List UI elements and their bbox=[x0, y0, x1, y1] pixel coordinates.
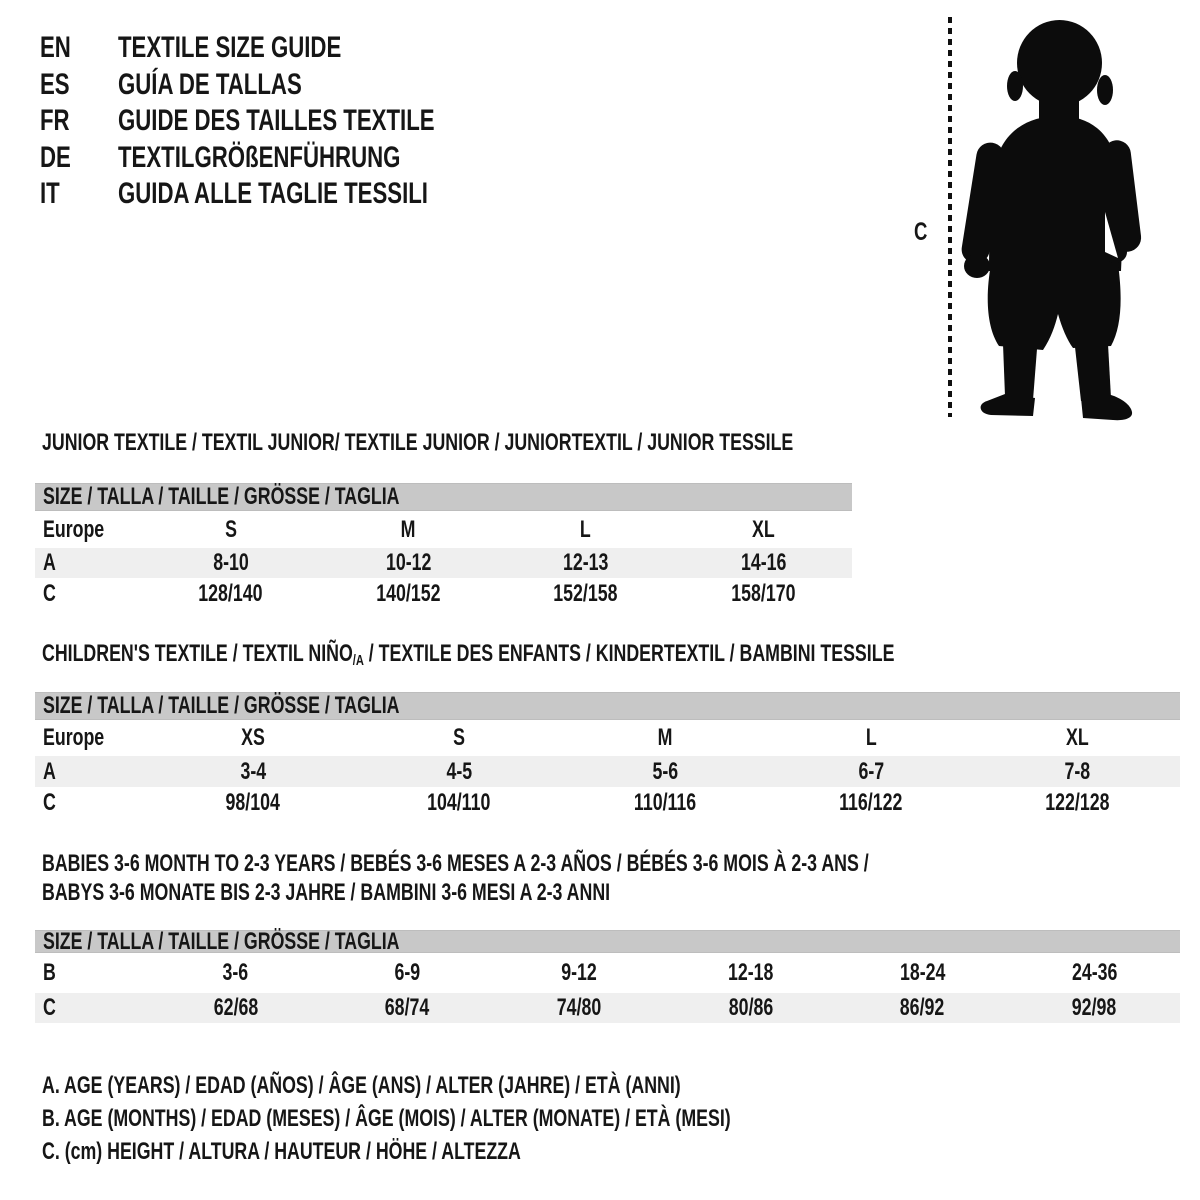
language-code: EN bbox=[40, 31, 71, 65]
size-cell: M bbox=[400, 515, 416, 543]
size-cell: S bbox=[453, 724, 465, 751]
size-header-bar bbox=[35, 927, 1180, 955]
size-cell: M bbox=[657, 724, 673, 751]
age-cell: 7-8 bbox=[1064, 757, 1090, 785]
age-cell: 6-9 bbox=[394, 959, 421, 986]
row-label: B bbox=[43, 959, 56, 986]
height-cell: 92/98 bbox=[1071, 994, 1117, 1021]
height-measure-label: C bbox=[914, 218, 928, 246]
table-row-age-months bbox=[35, 953, 1180, 993]
children-section-title: CHILDREN'S TEXTILE / TEXTIL NIÑO/A / TEXTILE DES ENFANTS / KINDERTEXTIL / BAMBINI TESSILE bbox=[42, 640, 895, 669]
nino-a-subscript: /A bbox=[352, 652, 364, 669]
age-cell: 4-5 bbox=[446, 757, 472, 785]
size-cell: L bbox=[865, 724, 877, 751]
height-cell: 152/158 bbox=[553, 579, 618, 607]
height-measure-dashed-line bbox=[948, 17, 952, 417]
toddler-silhouette-icon bbox=[955, 16, 1150, 422]
height-cell: 80/86 bbox=[728, 994, 774, 1021]
babies-size-table bbox=[35, 927, 1180, 1023]
height-cell: 86/92 bbox=[900, 994, 945, 1021]
age-cell: 12-18 bbox=[728, 959, 774, 986]
age-cell: 10-12 bbox=[385, 549, 431, 576]
size-header-bar bbox=[35, 692, 1180, 720]
language-row-de bbox=[40, 140, 546, 177]
height-cell: 98/104 bbox=[225, 788, 281, 816]
row-label: C bbox=[43, 579, 56, 607]
age-cell: 18-24 bbox=[899, 959, 946, 986]
guide-title-es: GUÍA DE TALLAS bbox=[118, 67, 302, 101]
row-label: A bbox=[43, 549, 56, 576]
language-code: FR bbox=[40, 104, 70, 138]
language-code: IT bbox=[40, 177, 60, 211]
size-header-label: SIZE / TALLA / TAILLE / GRÖSSE / TAGLIA bbox=[43, 483, 400, 510]
height-cell: 116/122 bbox=[839, 788, 903, 816]
babies-section-title-line1: BABIES 3-6 MONTH TO 2-3 YEARS / BEBÉS 3-6 MESES A 2-3 AÑOS / BÉBÉS 3-6 MOIS À 2-3 ANS / bbox=[42, 850, 869, 877]
table-row-europe bbox=[35, 511, 852, 548]
size-cell: L bbox=[580, 515, 592, 543]
table-row-europe bbox=[35, 720, 1180, 756]
table-row-height bbox=[35, 578, 852, 609]
size-header-bar bbox=[35, 483, 852, 511]
size-header-label: SIZE / TALLA / TAILLE / GRÖSSE / TAGLIA bbox=[43, 692, 400, 719]
guide-title-en: TEXTILE SIZE GUIDE bbox=[118, 31, 342, 65]
language-row-en bbox=[40, 30, 546, 67]
height-cell: 140/152 bbox=[376, 579, 441, 607]
children-size-table bbox=[35, 692, 1180, 818]
row-label: C bbox=[43, 994, 56, 1021]
size-cell: XL bbox=[1065, 724, 1089, 751]
language-code: DE bbox=[40, 140, 71, 174]
language-row-fr bbox=[40, 103, 546, 140]
language-row-it bbox=[40, 176, 546, 213]
size-cell: XL bbox=[751, 515, 775, 543]
table-row-height bbox=[35, 993, 1180, 1023]
language-code: ES bbox=[40, 67, 70, 101]
age-cell: 3-4 bbox=[240, 757, 266, 785]
height-cell: 74/80 bbox=[556, 994, 602, 1021]
age-cell: 12-13 bbox=[563, 549, 609, 576]
row-label: Europe bbox=[43, 724, 105, 751]
toddler-silhouette-svg bbox=[955, 16, 1150, 422]
height-cell: 158/170 bbox=[731, 579, 796, 607]
height-cell: 62/68 bbox=[213, 994, 259, 1021]
age-cell: 8-10 bbox=[212, 549, 249, 576]
abbreviation-legend bbox=[42, 1069, 973, 1169]
height-cell: 128/140 bbox=[198, 579, 263, 607]
junior-section-title: JUNIOR TEXTILE / TEXTIL JUNIOR/ TEXTILE JUNIOR / JUNIORTEXTIL / JUNIOR TESSILE bbox=[42, 429, 794, 456]
age-cell: 14-16 bbox=[740, 549, 786, 576]
junior-size-table bbox=[35, 483, 852, 609]
age-cell: 24-36 bbox=[1071, 959, 1117, 986]
height-cell: 104/110 bbox=[427, 788, 491, 816]
height-cell: 110/116 bbox=[633, 788, 697, 816]
age-cell: 3-6 bbox=[222, 959, 249, 986]
legend-line-c: C. (cm) HEIGHT / ALTURA / HAUTEUR / HÖHE / ALTEZZA bbox=[42, 1138, 521, 1166]
size-header-label: SIZE / TALLA / TAILLE / GRÖSSE / TAGLIA bbox=[43, 927, 400, 955]
guide-title-de: TEXTILGRÖßENFÜHRUNG bbox=[118, 140, 401, 174]
row-label: Europe bbox=[43, 515, 105, 543]
language-title-list bbox=[40, 30, 546, 213]
row-label: A bbox=[43, 757, 56, 785]
babies-section-title-line2: BABYS 3-6 MONATE BIS 2-3 JAHRE / BAMBINI 3-6 MESI A 2-3 ANNI bbox=[42, 879, 611, 906]
row-label: C bbox=[43, 788, 56, 816]
age-cell: 6-7 bbox=[858, 757, 884, 785]
table-row-height bbox=[35, 787, 1180, 818]
size-cell: S bbox=[224, 515, 237, 543]
height-cell: 122/128 bbox=[1044, 788, 1110, 816]
guide-title-fr: GUIDE DES TAILLES TEXTILE bbox=[118, 104, 435, 138]
table-row-age bbox=[35, 548, 852, 578]
size-cell: XS bbox=[241, 724, 265, 751]
age-cell: 9-12 bbox=[561, 959, 597, 986]
language-row-es bbox=[40, 67, 546, 104]
guide-title-it: GUIDA ALLE TAGLIE TESSILI bbox=[118, 177, 428, 211]
height-cell: 68/74 bbox=[385, 994, 430, 1021]
legend-line-b: B. AGE (MONTHS) / EDAD (MESES) / ÂGE (MOIS) / ALTER (MONATE) / ETÀ (MESI) bbox=[42, 1105, 731, 1133]
age-cell: 5-6 bbox=[652, 757, 678, 785]
table-row-age bbox=[35, 756, 1180, 787]
legend-line-a: A. AGE (YEARS) / EDAD (AÑOS) / ÂGE (ANS) / ALTER (JAHRE) / ETÀ (ANNI) bbox=[42, 1071, 681, 1099]
